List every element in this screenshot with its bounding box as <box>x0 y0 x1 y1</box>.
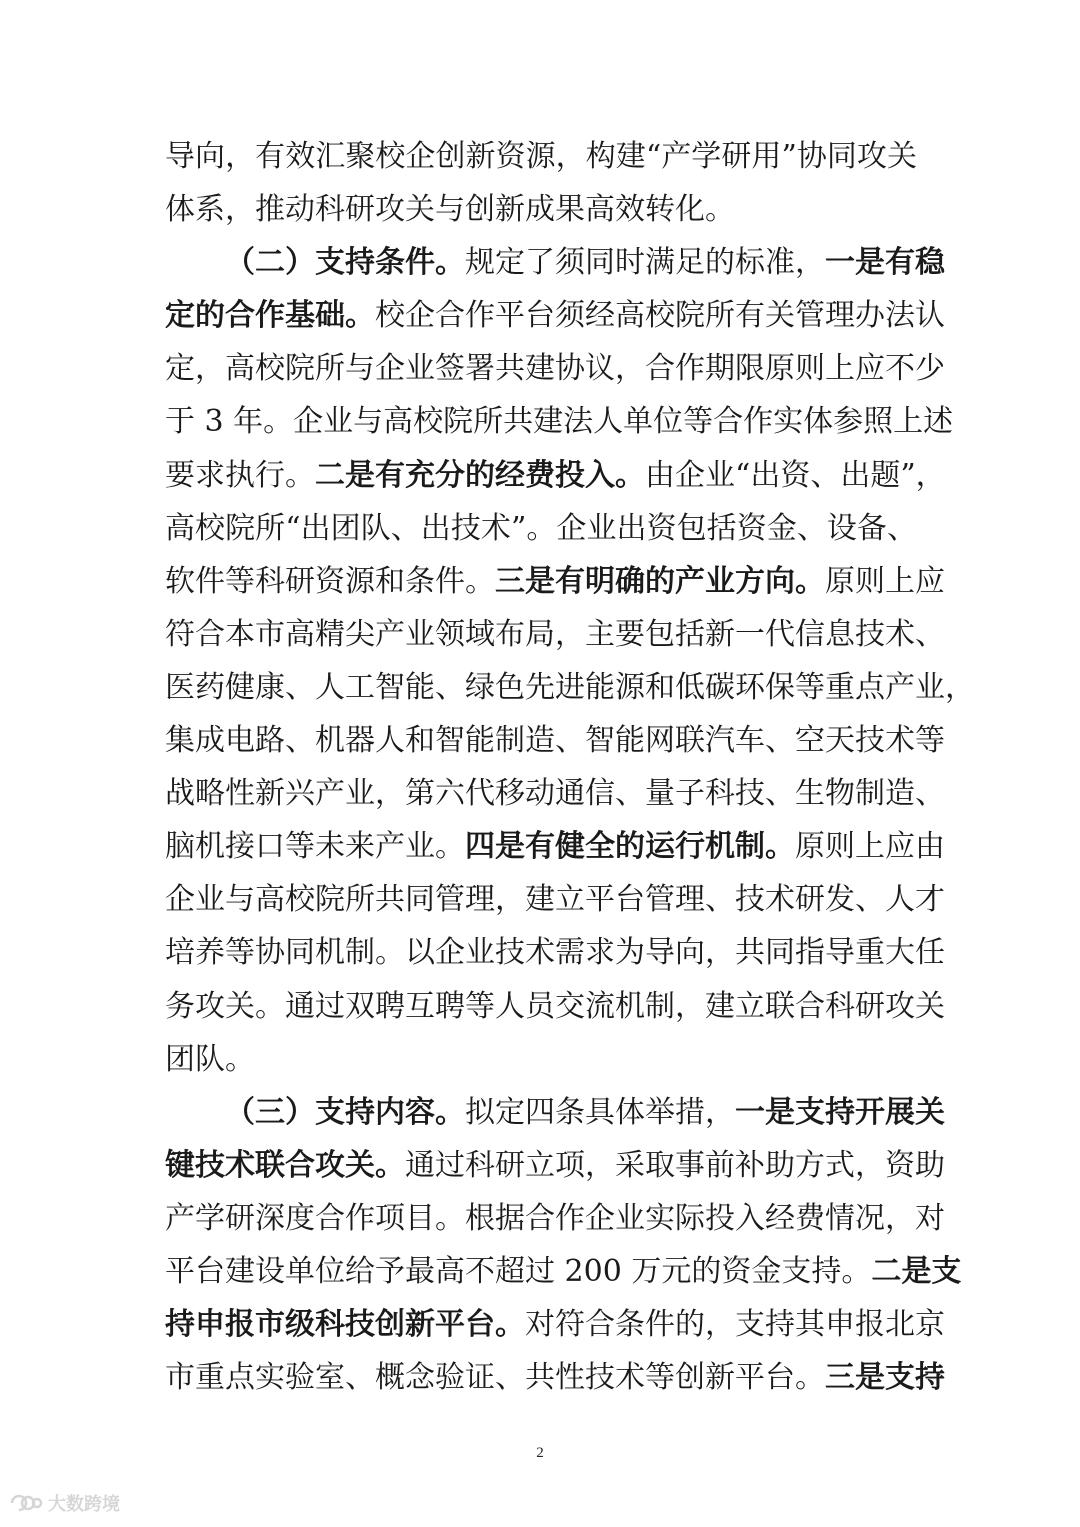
paragraph-line <box>165 980 945 1033</box>
text-segment: 战略性新兴产业，第六代移动通信、量子科技、生物制造、 <box>165 776 945 812</box>
text-segment: 团队。 <box>165 1041 255 1077</box>
text-segment: 规定了须同时满足的标准， <box>465 245 825 281</box>
text-segment: 拟定四条具体举措， <box>465 1094 735 1130</box>
paragraph-line <box>165 449 946 502</box>
paragraph-line <box>165 1351 945 1404</box>
watermark-text: 大数跨境 <box>48 1494 120 1515</box>
text-segment: 医药健康、人工智能、绿色先进能源和低碳环保等重点产业， <box>165 669 975 705</box>
text-segment: 校企合作平台须经高校院所有关管理办法认 <box>375 298 945 334</box>
text-segment: 通过科研立项，采取事前补助方式，资助 <box>405 1147 945 1183</box>
paragraph-line <box>165 342 945 395</box>
watermark <box>8 1488 120 1518</box>
text-segment: 由企业“出资、出题”， <box>645 457 946 493</box>
text-segment: 集成电路、机器人和智能制造、智能网联汽车、空天技术等 <box>165 723 945 759</box>
bold-text-segment: 四是有健全的运行机制。 <box>465 829 795 865</box>
bold-text-segment: 定的合作基础。 <box>165 298 375 334</box>
datakj-logo-icon <box>8 1492 42 1514</box>
bold-text-segment: 二是有充分的经费投入。 <box>315 457 645 493</box>
text-segment: 导向，有效汇聚校企创新资源，构建“产学研用”协同攻关 <box>165 139 917 174</box>
paragraph-line <box>165 767 945 820</box>
bold-text-segment: （二）支持条件。 <box>225 245 465 281</box>
bold-text-segment: 二是支 <box>871 1253 962 1289</box>
text-segment: 脑机接口等未来产业。 <box>165 829 465 865</box>
bold-text-segment: 持申报市级科技创新平台。 <box>165 1307 525 1343</box>
paragraph-line <box>165 820 945 873</box>
document-body <box>165 130 975 1404</box>
bold-text-segment: 三是有明确的产业方向。 <box>495 563 825 599</box>
text-segment: 企业与高校院所共同管理，建立平台管理、技术研发、人才 <box>165 882 945 918</box>
text-segment: 定，高校院所与企业签署共建协议，合作期限原则上应不少 <box>165 351 945 387</box>
paragraph-line <box>165 555 945 608</box>
paragraph-line <box>165 236 945 289</box>
paragraph-line <box>165 608 945 661</box>
paragraph-line <box>165 1298 945 1351</box>
text-segment: 符合本市高精尖产业领域布局，主要包括新一代信息技术、 <box>165 616 945 652</box>
paragraph-line <box>165 183 917 236</box>
text-segment: 原则上应由 <box>795 829 945 865</box>
page-number: 2 <box>536 1445 544 1461</box>
paragraph-line <box>165 1086 945 1139</box>
text-segment: 于 3 年。企业与高校院所共建法人单位等合作实体参照上述 <box>165 404 954 440</box>
paragraph-line <box>165 1192 945 1245</box>
paragraph-line <box>165 395 954 448</box>
bold-text-segment: 三是支持 <box>825 1360 945 1396</box>
text-segment: 体系，推动科研攻关与创新成果高效转化。 <box>165 192 735 228</box>
text-segment: 对符合条件的，支持其申报北京 <box>525 1307 945 1343</box>
paragraph-line <box>165 289 945 342</box>
text-segment: 软件等科研资源和条件。 <box>165 563 495 599</box>
paragraph-line <box>165 502 917 555</box>
paragraph-line <box>165 926 945 979</box>
bold-text-segment: 键技术联合攻关。 <box>165 1147 405 1183</box>
text-segment: 高校院所“出团队、出技术”。企业出资包括资金、设备、 <box>165 510 917 546</box>
bold-text-segment: 一是有稳 <box>825 245 945 281</box>
text-segment: 产学研深度合作项目。根据合作企业实际投入经费情况，对 <box>165 1200 945 1236</box>
paragraph-line <box>165 1033 917 1086</box>
paragraph-line <box>165 130 917 183</box>
paragraph-line <box>165 1139 945 1192</box>
paragraph-line <box>165 873 945 926</box>
paragraph-line <box>165 661 975 714</box>
text-segment: 平台建设单位给予最高不超过 200 万元的资金支持。 <box>165 1253 872 1289</box>
text-segment: 市重点实验室、概念验证、共性技术等创新平台。 <box>165 1360 825 1396</box>
bold-text-segment: 一是支持开展关 <box>735 1094 945 1130</box>
text-segment: 原则上应 <box>825 563 945 599</box>
text-segment: 要求执行。 <box>165 457 315 493</box>
paragraph-line <box>165 1245 962 1298</box>
bold-text-segment: （三）支持内容。 <box>225 1094 465 1130</box>
paragraph-line <box>165 714 945 767</box>
text-segment: 培养等协同机制。以企业技术需求为导向，共同指导重大任 <box>165 935 945 971</box>
text-segment: 务攻关。通过双聘互聘等人员交流机制，建立联合科研攻关 <box>165 988 945 1024</box>
